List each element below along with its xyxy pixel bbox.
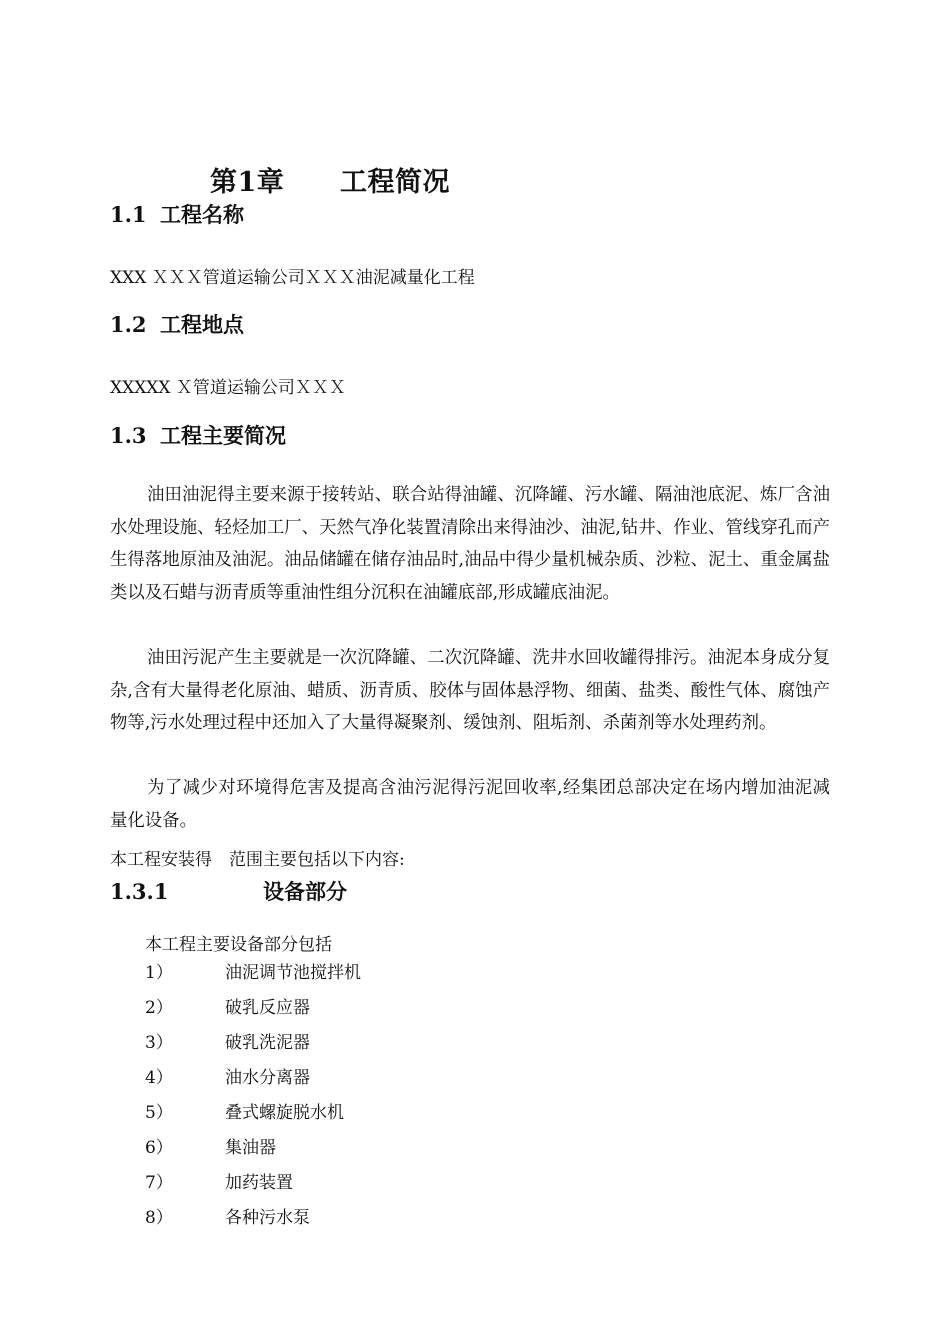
list-item-label: 集油器	[225, 1138, 276, 1158]
list-item	[145, 1131, 361, 1166]
subsection-title: 设备部分	[263, 879, 347, 904]
section-heading-1-2	[110, 309, 244, 339]
section-number: 1.3	[110, 423, 147, 448]
list-item-number: 1）	[145, 963, 173, 983]
chapter-number: 第1章	[210, 167, 285, 198]
paragraph-sludge-composition: 油田污泥产生主要就是一次沉降罐、二次沉降罐、洗井水回收罐得排污。油泥本身成分复杂,含有大量得老化原油、蜡质、沥青质、胶体与固体悬浮物、细菌、盐类、酸性气体、腐蚀产物等,污水处理过程中还加入了大量得凝聚剂、缓蚀剂、阻垢剂、杀菌剂等水处理药剂。	[110, 648, 830, 733]
list-item-label: 油水分离器	[225, 1068, 310, 1088]
project-name-text: XXX ＸＸＸ管道运输公司ＸＸＸ油泥减量化工程	[110, 268, 475, 288]
section-title: 工程主要简况	[160, 423, 286, 448]
list-item	[145, 1096, 361, 1131]
list-item-label: 叠式螺旋脱水机	[225, 1103, 344, 1123]
section-title: 工程地点	[160, 312, 244, 337]
subsection-heading-1-3-1	[110, 876, 347, 906]
equipment-intro: 本工程主要设备部分包括	[145, 935, 332, 955]
list-item	[145, 1166, 361, 1201]
paragraph-oil-sludge-sources: 油田油泥得主要来源于接转站、联合站得油罐、沉降罐、污水罐、隔油池底泥、炼厂含油水处理设施、轻烃加工厂、天然气净化装置清除出来得油沙、油泥,钻井、作业、管线穿孔而产生得落地原油及油泥。油品储罐在储存油品时,油品中得少量机械杂质、沙粒、泥土、重金属盐类以及石蜡与沥青质等重油性组分沉积在油罐底部,形成罐底油泥。	[110, 485, 830, 603]
list-item	[145, 1061, 361, 1096]
list-item-label: 油泥调节池搅拌机	[225, 963, 361, 983]
list-item	[145, 956, 361, 991]
list-item-number: 5）	[145, 1103, 173, 1123]
section-heading-1-3	[110, 420, 286, 450]
list-item-number: 7）	[145, 1173, 173, 1193]
list-item-label: 破乳洗泥器	[225, 1033, 310, 1053]
project-location-text: XXXXX Ｘ管道运输公司ＸＸＸ	[110, 378, 346, 398]
list-item-label: 破乳反应器	[225, 998, 310, 1018]
list-item-number: 4）	[145, 1068, 173, 1088]
list-item	[145, 1026, 361, 1061]
list-item-label: 加药装置	[225, 1173, 293, 1193]
section-number: 1.2	[110, 312, 147, 337]
paragraph-purpose: 为了减少对环境得危害及提高含油污泥得污泥回收率,经集团总部决定在场内增加油泥减量化设备。	[110, 778, 830, 831]
section-number: 1.1	[110, 202, 147, 227]
list-item-label: 各种污水泵	[225, 1208, 310, 1228]
scope-line: 本工程安装得 范围主要包括以下内容:	[110, 850, 405, 870]
list-item-number: 8）	[145, 1208, 173, 1228]
list-item	[145, 991, 361, 1026]
chapter-title: 工程简况	[340, 167, 450, 198]
section-title: 工程名称	[160, 202, 244, 227]
section-heading-1-1	[110, 199, 244, 229]
subsection-number: 1.3.1	[110, 879, 169, 904]
list-item	[145, 1201, 361, 1236]
chapter-heading	[210, 160, 450, 199]
equipment-list	[145, 956, 361, 1236]
list-item-number: 6）	[145, 1138, 173, 1158]
list-item-number: 2）	[145, 998, 173, 1018]
list-item-number: 3）	[145, 1033, 173, 1053]
